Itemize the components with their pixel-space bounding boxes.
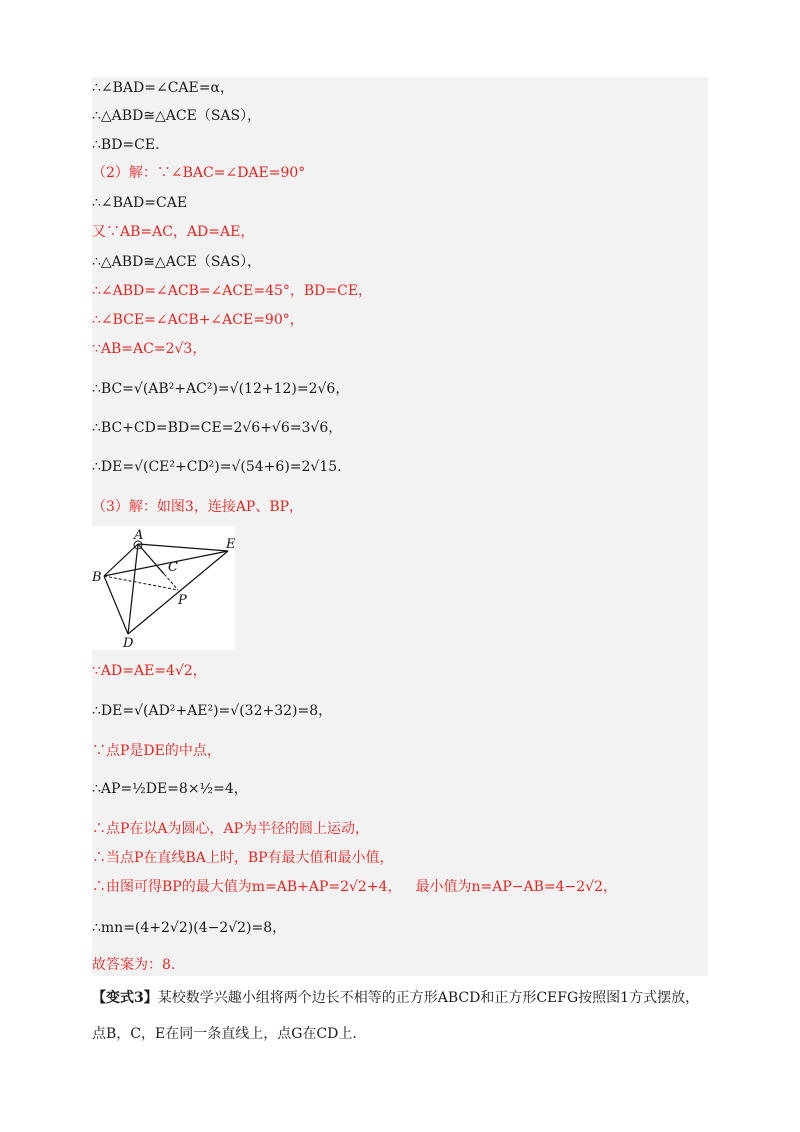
solution-line: ∴∠ABD=∠ACB=∠ACE=45°，BD=CE， bbox=[92, 283, 373, 299]
solution-line bbox=[92, 877, 617, 897]
solution-line: ∴△ABD≅△ACE（SAS）， bbox=[92, 254, 262, 270]
answer-line: 故答案为：8. bbox=[92, 957, 176, 973]
solution-line: ∴△ABD≅△ACE（SAS）， bbox=[92, 108, 262, 124]
label-C: C bbox=[168, 560, 178, 575]
solution-line: ∴DE=√(AD²+AE²)=√(32+32)=8， bbox=[92, 703, 333, 719]
solution-line: （3）解：如图3，连接AP、BP， bbox=[92, 499, 304, 515]
solution-line: 又∵AB=AC，AD=AE， bbox=[92, 224, 255, 240]
label-P: P bbox=[178, 593, 187, 608]
max-value-text: ∴由图可得BP的最大值为m=AB+AP=2√2+4， bbox=[92, 879, 402, 895]
label-B: B bbox=[92, 570, 102, 585]
solution-line: ∵点P是DE的中点， bbox=[92, 743, 221, 759]
min-value-text: 最小值为n=AP−AB=4−2√2， bbox=[415, 879, 617, 895]
solution-line: ∴AP=½DE=8×½=4， bbox=[92, 781, 248, 797]
problem-line: 点B，C，E在同一条直线上，点G在CD上. bbox=[92, 1026, 357, 1042]
problem-tag: 【变式3】 bbox=[92, 990, 158, 1006]
solution-line: ∵AB=AC=2√3， bbox=[92, 341, 207, 357]
solution-line: ∵AD=AE=4√2， bbox=[92, 663, 207, 679]
solution-line: ∴mn=(4+2√2)(4−2√2)=8， bbox=[92, 920, 287, 936]
solution-line: ∴BC+CD=BD=CE=2√6+√6=3√6， bbox=[92, 420, 343, 436]
solution-line: （2）解：∵∠BAC=∠DAE=90° bbox=[92, 165, 306, 181]
solution-line: ∴BC=√(AB²+AC²)=√(12+12)=2√6， bbox=[92, 381, 350, 397]
geometry-figure-3 bbox=[92, 526, 235, 650]
solution-line: ∴当点P在直线BA上时，BP有最大值和最小值， bbox=[92, 850, 394, 866]
label-D: D bbox=[123, 636, 134, 650]
problem-line bbox=[92, 988, 699, 1008]
solution-line: ∴∠BCE=∠ACB+∠ACE=90°， bbox=[92, 312, 304, 328]
solution-line: ∴DE=√(CE²+CD²)=√(54+6)=2√15. bbox=[92, 459, 342, 475]
problem-text-1: 某校数学兴趣小组将两个边长不相等的正方形ABCD和正方形CEFG按照图1方式摆放， bbox=[157, 990, 700, 1006]
label-A: A bbox=[134, 528, 144, 543]
solution-line: ∴BD=CE. bbox=[92, 137, 160, 153]
label-E: E bbox=[226, 537, 235, 552]
solution-line: ∴∠BAD=CAE bbox=[92, 195, 188, 211]
solution-line: ∴点P在以A为圆心，AP为半径的圆上运动， bbox=[92, 821, 370, 837]
solution-line: ∴∠BAD=∠CAE=α， bbox=[92, 80, 234, 96]
